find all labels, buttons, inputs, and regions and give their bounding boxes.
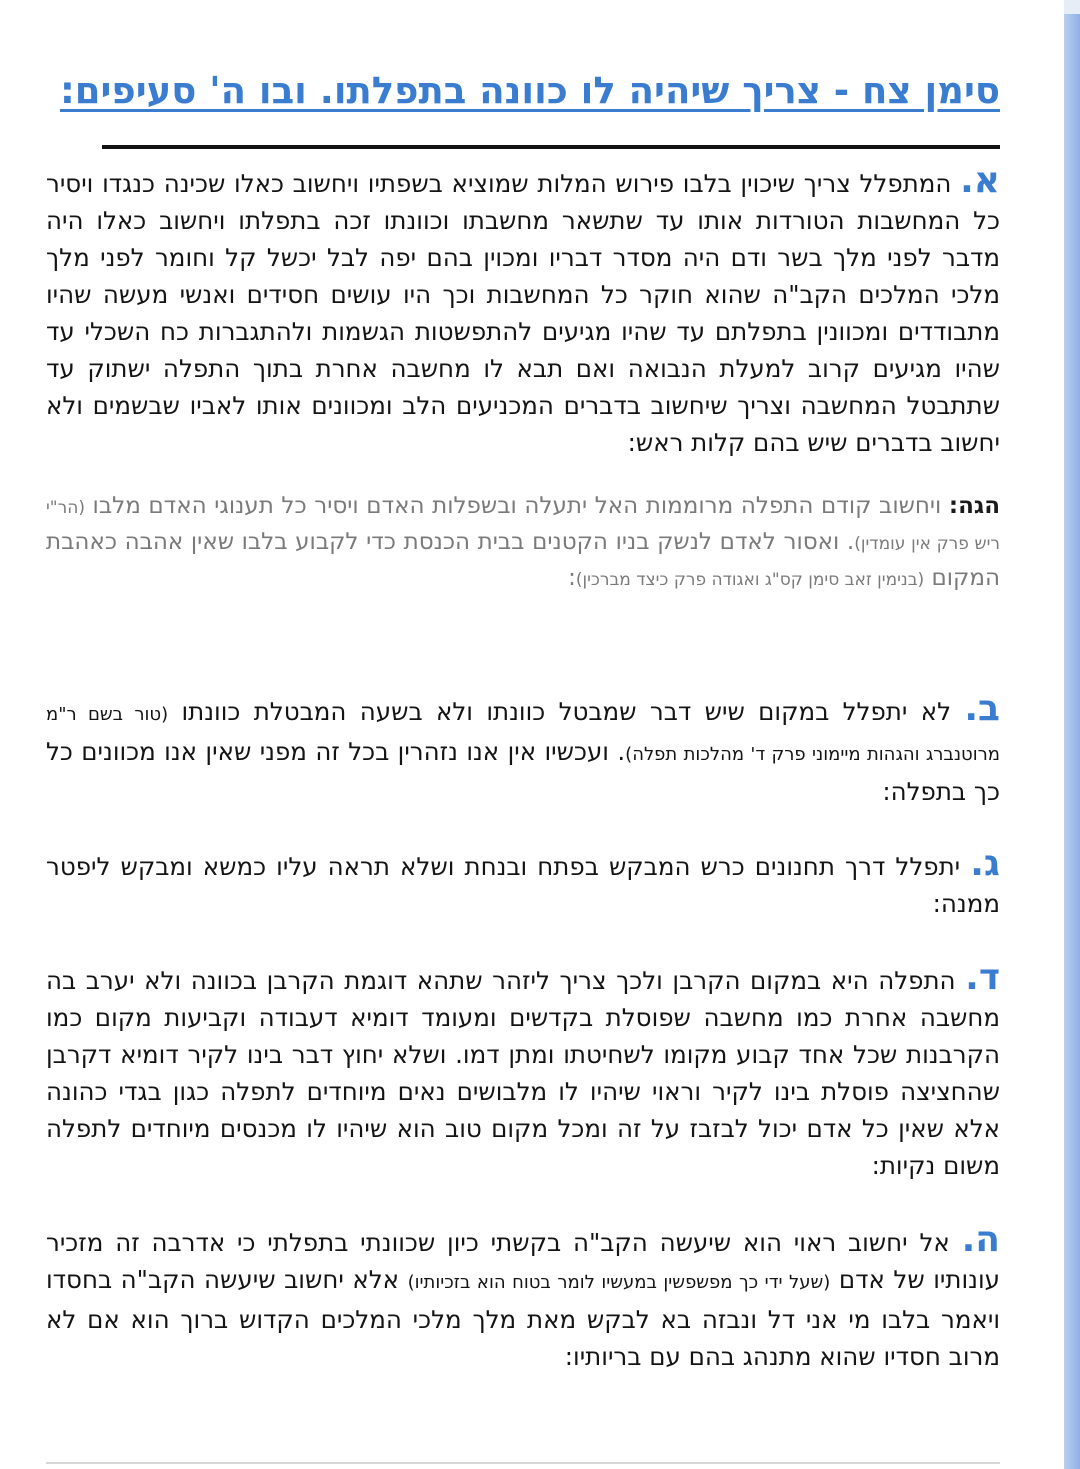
- gloss-source: (הר"י ריש פרק אין עומדין): [46, 498, 1001, 554]
- scrollbar-cap[interactable]: [1064, 0, 1080, 14]
- document-content: [46, 60, 1000, 1375]
- section-text: אל יחשוב ראוי הוא שיעשה הקב"ה בקשתי כיון שכוונתי בתפלתי כי אדרבה זה מזכיר עונותיו של אדם: [46, 1228, 1000, 1294]
- section-he: [46, 1219, 1000, 1375]
- gloss-text: :: [568, 565, 576, 591]
- section-bet: [46, 688, 1001, 810]
- section-alef: [46, 160, 1000, 461]
- gloss-label: הגה:: [948, 493, 1000, 519]
- section-text: התפלה היא במקום הקרבן ולכך צריך ליזהר שתהא דוגמת הקרבן בכוונה ולא יערב בה מחשבה אחרת כמו מחשבה שפוסלת בקדשים ומעומד דומיא דעבודה וקביעות מקום כמו הקרבנות שכל אחד קבוע מקומו לשחיטתו ומתן דמו. ושלא יחוץ דבר בינו לקיר דומיא דקרבן שהחציצה פוסלת בינו לקיר וראוי שיהיו לו מלבושים נאים מיוחדים לתפלה כגון בגדי כהונה אלא שאין כל אדם יכול לבזבז על זה ומכל מקום טוב הוא שיהיו לו מכנסים מיוחדים לתפלה משום נקיות:: [46, 966, 1000, 1180]
- section-text: לא יתפלל במקום שיש דבר שמבטל כוונתו ולא בשעה המבטלת כוונתו: [168, 697, 965, 726]
- section-letter: ה.: [961, 1219, 1000, 1260]
- scrollbar[interactable]: [1064, 0, 1080, 1469]
- title-divider: [102, 145, 1000, 149]
- section-letter: א.: [960, 160, 1000, 201]
- section-letter: ד.: [965, 957, 1000, 998]
- section-letter: ג.: [970, 843, 1000, 884]
- section-text: המתפלל צריך שיכוין בלבו פירוש המלות שמוציא בשפתיו ויחשוב כאלו שכינה כנגדו ויסיר כל המחשבות הטורדות אותו עד שתשאר מחשבתו וכוונתו זכה בתפלתו ויחשוב כאלו היה מדבר לפני מלך בשר ודם היה מסדר דבריו ומכוין בהם יפה לבל יכשל קל וחומר לפני מלך מלכי המלכים הקב"ה שהוא חוקר כל המחשבות וכך היו עושים חסידים ואנשי מעשה שהיו מתבודדים ומכוונין בתפלתם עד שהיו מגיעים להתפשטות הגשמות ולהתגברות כח השכלי עד שהיו מגיעים קרוב למעלת הנבואה ואם תבא לו מחשבה אחרת בתוך התפלה ישתוק עד שתתבטל המחשבה וצריך שיחשוב בדברים המכניעים הלב ומכוונים אותו לאביו שבשמים ולא יחשוב בדברים שיש בהם קלות ראש:: [46, 169, 1000, 457]
- gloss-source: (בנימין זאב סימן קס"ג ואגודה פרק כיצד מברכין): [575, 570, 925, 590]
- bottom-divider: [46, 1462, 1000, 1464]
- section-text: . ועכשיו אין אנו נזהרין בכל זה מפני שאין אנו מכוונים כל כך בתפלה:: [46, 737, 1000, 806]
- section-source: (טור בשם ר"מ מרוטנברג והגהות מיימוני פרק ד' מהלכות תפלה): [46, 704, 1001, 765]
- gloss-text: . ואסור לאדם לנשק בניו הקטנים בבית הכנסת כדי לקבוע בלבו שאין אהבה כאהבת המקום: [46, 529, 1000, 591]
- section-text: יתפלל דרך תחנונים כרש המבקש בפתח ובנחת ושלא תראה עליו כמשא ומבקש ליפטר ממנה:: [46, 852, 1000, 918]
- section-source: (שעל ידי כך מפשפשין במעשיו לומר בטוח הוא בזכיותיו): [407, 1272, 831, 1293]
- page-title: סימן צח - צריך שיהיה לו כוונה בתפלתו. ובו ה' סעיפים:: [59, 69, 1000, 112]
- section-text: אלא יחשוב שיעשה הקב"ה בחסדו ויאמר בלבו מי אני דל ונבזה בא לבקש מאת מלך מלכי המלכים הקדוש ברוך הוא אם לא מרוב חסדיו שהוא מתנהג בהם עם בריותיו:: [46, 1265, 1000, 1371]
- gloss-text: ויחשוב קודם התפלה מרוממות האל יתעלה ובשפלות האדם ויסיר כל תענוגי האדם מלבו: [84, 493, 949, 519]
- section-letter: ב.: [964, 688, 1000, 729]
- gloss-note: [46, 489, 1000, 597]
- section-dalet: [46, 957, 1000, 1184]
- section-gimel: [46, 843, 1000, 922]
